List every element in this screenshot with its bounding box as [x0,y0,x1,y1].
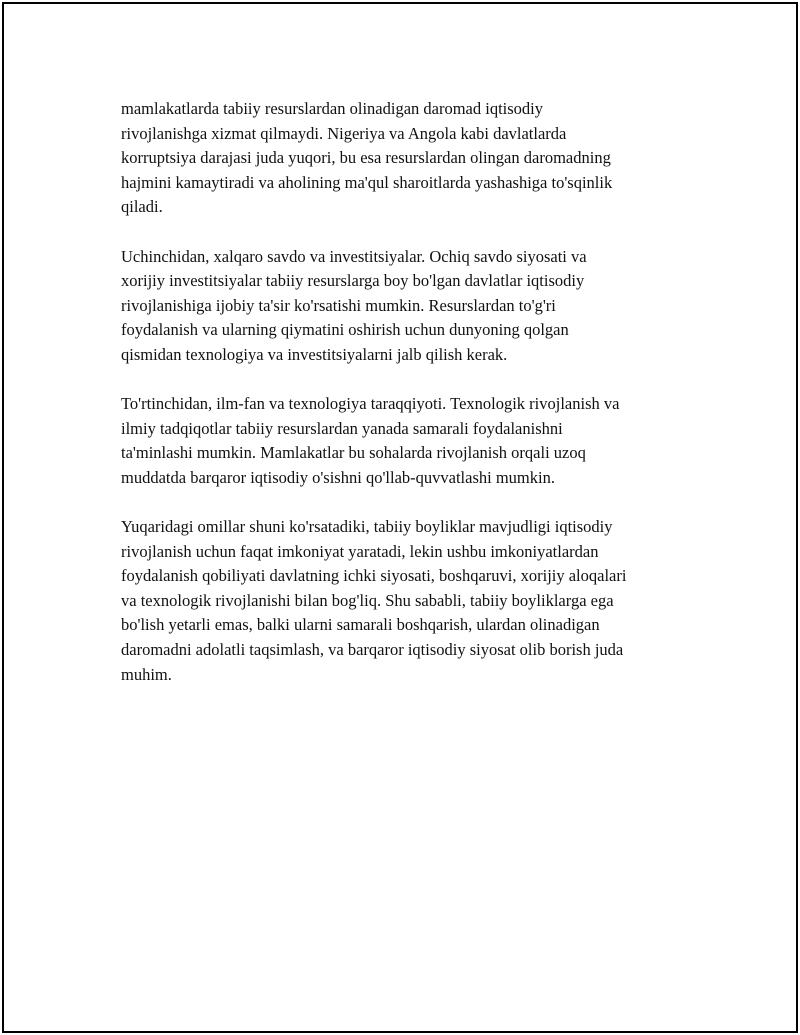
document-body [121,97,691,712]
document-page [2,2,798,1033]
paragraph-trade-investment: Uchinchidan, xalqaro savdo va investitsiyalar. Ochiq savdo siyosati va xorijiy investitsiyalar tabiiy resurslarga boy bo'lgan davlatlar iqtisodiy rivojlanishiga ijobiy ta'sir ko'rsatishi mumkin. Resurslardan to'g'ri foydalanish va ularning qiymatini oshirish uchun dunyoning qolgan qismidan texnologiya va investitsiyalarni jalb qilish kerak. [121,246,587,364]
paragraph-corruption: mamlakatlarda tabiiy resurslardan olinadigan daromad iqtisodiy rivojlanishga xizmat qilmaydi. Nigeriya va Angola kabi davlatlarda korruptsiya darajasi juda yuqori, bu esa resurslardan olingan daromadning hajmini kamaytiradi va aholining ma'qul sharoitlarda yashashiga to'sqinlik qiladi. [121,99,613,217]
paragraph-science-technology: To'rtinchidan, ilm-fan va texnologiya taraqqiyoti. Texnologik rivojlanish va ilmiy tadqiqotlar tabiiy resurslardan yanada samarali foydalanishni ta'minlashi mumkin. Mamlakatlar bu sohalarda rivojlanish orqali uzoq muddatda barqaror iqtisodiy o'sishni qo'llab-quvvatlashi mumkin. [121,394,620,487]
paragraph-conclusion: Yuqaridagi omillar shuni ko'rsatadiki, tabiiy boyliklar mavjudligi iqtisodiy rivojlanish uchun faqat imkoniyat yaratadi, lekin ushbu imkoniyatlardan foydalanish qobiliyati davlatning ichki siyosati, boshqaruvi, xorijiy aloqalari va texnologik rivojlanishi bilan bog'liq. Shu sababli, tabiiy boyliklarga ega bo'lish yetarli emas, balki ularni samarali boshqarish, ulardan olinadigan daromadni adolatli taqsimlash, va barqaror iqtisodiy siyosat olib borish juda muhim. [121,517,627,684]
